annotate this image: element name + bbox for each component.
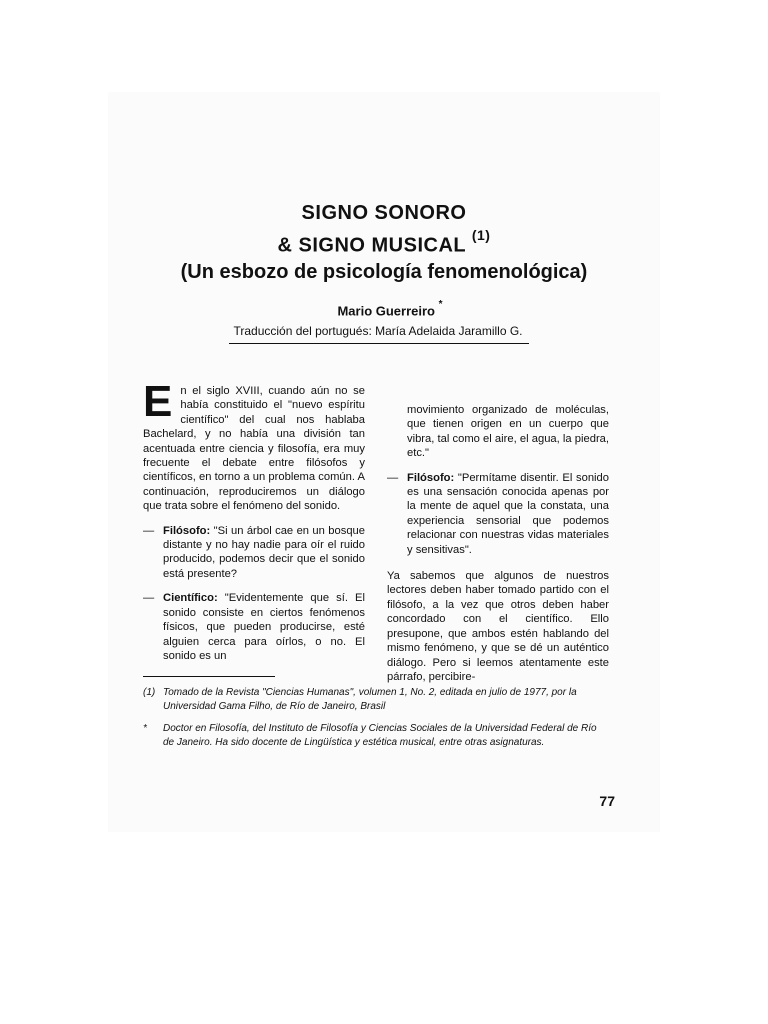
drop-cap: E [143,377,173,426]
footnote-1 [143,686,609,713]
title-line-2 [120,226,648,259]
speaker-label: Filósofo: [407,471,455,484]
left-column [143,377,365,663]
subtitle: (Un esbozo de psicología fenomenológica) [180,260,588,283]
translator-underline [229,343,529,344]
author-footnote-mark: * [438,299,443,310]
dialog-text: "Si un árbol cae en un bosque distante y no hay nadie para oír el ruido producido, podemos decir que el sonido está presente? [163,524,365,580]
paragraph-gap [387,557,609,569]
footnote-text: Doctor en Filosofía, del Instituto de Filosofía y Ciencias Sociales de la Universidad Federal de Río de Janeiro. Ha sido docente de Lingüística y estética musical, entre otras asignaturas. [163,723,597,748]
intro-paragraph [143,377,365,514]
body-paragraph: Ya sabemos que algunos de nuestros lectores deben haber tomado partido con el filósofo, a la vez que otros deben haber concordado con el científico. Ello presupone, que ambos estén hablando del mismo fenómeno, y que se dé un auténtico diálogo. Pero si leemos atentamente este párrafo, percibire- [387,570,609,683]
dialog-scientist-continued [387,403,609,461]
speaker-label: Filósofo: [163,524,211,537]
dialog-body [407,471,609,557]
footnote-mark: * [143,723,147,734]
dialog-dash: — [143,592,155,605]
dialog-text: "Evidentemente que sí. El sonido consiste en ciertos fenómenos físicos, que pueden producirse, esté alguien cerca para oírlos, o no. El sonido es un [163,592,365,662]
page-number: 77 [599,793,615,809]
title-footnote-ref: (1) [471,227,491,243]
dialog-body [163,524,365,582]
translator-credit: Traducción del portugués: María Adelaida Jaramillo G. [233,324,523,338]
dialog-philosopher-1 [143,524,365,582]
dialog-indent [387,403,407,461]
dialog-philosopher-2 [387,471,609,557]
dialog-body [163,591,365,663]
speaker-label: Científico: [163,592,218,605]
title-line-2-text: & SIGNO MUSICAL [277,234,466,257]
footnote-mark: (1) [143,687,156,698]
footnote-2 [143,722,609,749]
title-line-1: SIGNO SONORO [301,202,467,224]
footnote-text: Tomado de la Revista "Ciencias Humanas", volumen 1, No. 2, editada en julio de 1977, por la Universidad Gama Filho, de Río de Janeiro, Brasil [163,687,577,712]
dialog-text: "Permítame disentir. El sonido es una sensación conocida apenas por la mente de aquel que la constata, una experiencia sensorial que podemos relacionar con nuestras vidas materiales y sensitivas". [407,471,609,556]
dialog-dash: — [143,524,155,537]
intro-text: n el siglo XVIII, cuando aún no se había constituido el "nuevo espíritu científico" del cual nos hablaba Bachelard, y no había una división tan acentuada entre ciencia y filosofía, era muy frecuente el debate entre filósofos y científicos, en torno a un problema común. A continuación, reproduciremos un diálogo que trata sobre el fenómeno del sonido. [143,385,365,513]
right-column [387,403,609,684]
author-line [300,299,480,319]
article-title [120,200,648,285]
author-name: Mario Guerreiro [337,303,435,319]
dialog-scientist [143,591,365,663]
dialog-dash: — [387,471,399,484]
continuation-text: movimiento organizado de moléculas, que tienen origen en un cuerpo que vibra, tal como el aire, el agua, la piedra, etc." [407,404,609,460]
footnote-separator [143,676,275,677]
